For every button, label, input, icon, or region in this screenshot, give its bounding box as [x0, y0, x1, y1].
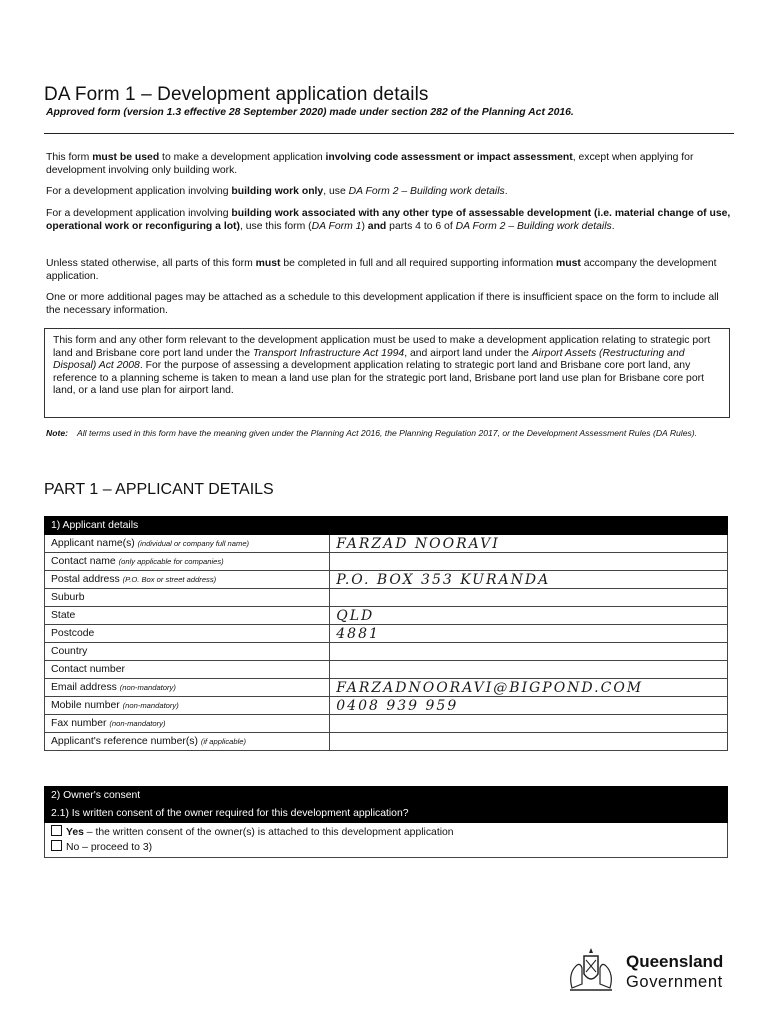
- applicant-field-label: Email address: [51, 682, 117, 693]
- applicant-field-value[interactable]: QLD: [330, 607, 728, 625]
- applicant-field-value[interactable]: [330, 643, 728, 661]
- applicant-field-label-cell: [45, 553, 330, 571]
- applicant-field-label: Fax number: [51, 718, 107, 729]
- applicant-row: [45, 697, 728, 715]
- applicant-field-hint: (if applicable): [200, 737, 247, 746]
- owners-question-row: [45, 805, 728, 823]
- applicant-section-title: 1) Applicant details: [45, 517, 728, 535]
- applicant-field-value[interactable]: FARZADNOORAVI@BIGPOND.COM: [330, 679, 728, 697]
- yes-label: Yes: [66, 827, 84, 838]
- applicant-field-value[interactable]: P.O. BOX 353 KURANDA: [330, 571, 728, 589]
- applicant-field-label-cell: [45, 625, 330, 643]
- applicant-row: [45, 733, 728, 751]
- applicant-field-hint: (non-mandatory): [122, 701, 179, 710]
- applicant-field-label: Country: [51, 646, 88, 657]
- applicant-field-value[interactable]: 0408 939 959: [330, 697, 728, 715]
- yes-checkbox[interactable]: [51, 825, 62, 836]
- coat-of-arms-icon: [562, 944, 620, 994]
- owners-options-row: [45, 823, 728, 858]
- applicant-row: [45, 607, 728, 625]
- intro-paragraph-3: For a development application involving building work associated with any other type of assessable development (i.e. material change of use, operational work or reconfiguring a lot), use this form (DA Form 1) and parts 4 to 6 of DA Form 2 – Building work details.: [46, 208, 731, 232]
- logo-line-1: Queensland: [626, 952, 724, 971]
- option-yes[interactable]: [51, 825, 727, 840]
- applicant-field-value[interactable]: 4881: [330, 625, 728, 643]
- applicant-details-table: [44, 516, 728, 751]
- applicant-field-hint: (only applicable for companies): [118, 557, 224, 566]
- applicant-field-label: State: [51, 610, 76, 621]
- owners-section-title: 2) Owner's consent: [45, 787, 728, 805]
- applicant-field-label-cell: [45, 607, 330, 625]
- form-subtitle: Approved form (version 1.3 effective 28 September 2020) made under section 282 of the Planning Act 2016.: [46, 107, 574, 118]
- applicant-field-label-cell: [45, 571, 330, 589]
- intro-paragraph-5: One or more additional pages may be attached as a schedule to this development application if there is insufficient space on the form to include all the necessary information.: [46, 292, 719, 316]
- applicant-field-label: Applicant name(s): [51, 538, 135, 549]
- applicant-field-label: Contact number: [51, 664, 125, 675]
- applicant-field-hint: (individual or company full name): [137, 539, 250, 548]
- applicant-field-label: Postal address: [51, 574, 120, 585]
- applicant-field-label-cell: [45, 661, 330, 679]
- note-text: All terms used in this form have the meaning given under the Planning Act 2016, the Planning Regulation 2017, or the Development Assessment Rules (DA Rules).: [77, 428, 698, 438]
- applicant-field-label-cell: [45, 589, 330, 607]
- applicant-field-value[interactable]: [330, 553, 728, 571]
- owners-section-header: [45, 787, 728, 805]
- part-1-heading: PART 1 – APPLICANT DETAILS: [44, 481, 274, 498]
- applicant-field-hint: (non-mandatory): [109, 719, 166, 728]
- port-land-notice-box: [44, 328, 730, 418]
- applicant-field-label-cell: [45, 679, 330, 697]
- note-label: Note:: [46, 428, 68, 438]
- applicant-field-label-cell: [45, 643, 330, 661]
- no-label: No – proceed to 3): [66, 842, 153, 853]
- intro-paragraph-1: This form must be used to make a development application involving code assessment or impact assessment, except when applying for development involving only building work.: [46, 152, 694, 176]
- applicant-field-value[interactable]: [330, 715, 728, 733]
- yes-description: – the written consent of the owner(s) is attached to this development application: [83, 827, 454, 838]
- applicant-section-header: [45, 517, 728, 535]
- terms-note: [46, 428, 726, 439]
- intro-paragraph-4: Unless stated otherwise, all parts of this form must be completed in full and all required supporting information must accompany the development application.: [46, 258, 717, 282]
- owners-question: 2.1) Is written consent of the owner required for this development application?: [45, 805, 728, 823]
- intro-paragraph-2: For a development application involving building work only, use DA Form 2 – Building work details.: [46, 186, 508, 197]
- applicant-field-hint: (P.O. Box or street address): [122, 575, 217, 584]
- applicant-row: [45, 715, 728, 733]
- applicant-row: [45, 589, 728, 607]
- applicant-field-label: Mobile number: [51, 700, 120, 711]
- applicant-row: [45, 535, 728, 553]
- applicant-row: [45, 643, 728, 661]
- applicant-field-value[interactable]: [330, 733, 728, 751]
- form-title: DA Form 1 – Development application details: [44, 84, 429, 105]
- applicant-field-hint: (non-mandatory): [119, 683, 176, 692]
- applicant-row: [45, 661, 728, 679]
- applicant-field-label-cell: [45, 535, 330, 553]
- applicant-field-label: Applicant's reference number(s): [51, 736, 198, 747]
- owners-consent-table: [44, 786, 728, 858]
- queensland-government-logo: [562, 944, 732, 994]
- applicant-field-label-cell: [45, 715, 330, 733]
- applicant-field-value[interactable]: [330, 661, 728, 679]
- applicant-field-label: Postcode: [51, 628, 95, 639]
- applicant-field-label: Suburb: [51, 592, 85, 603]
- applicant-row: [45, 679, 728, 697]
- owners-options-cell: [45, 823, 728, 858]
- option-no[interactable]: [51, 840, 727, 855]
- applicant-field-value[interactable]: FARZAD NOORAVI: [330, 535, 728, 553]
- no-checkbox[interactable]: [51, 840, 62, 851]
- logo-line-2: Government: [626, 973, 723, 991]
- applicant-field-label-cell: [45, 697, 330, 715]
- port-land-notice-text: This form and any other form relevant to the development application must be used to make a development application relating to strategic port land and Brisbane core port land under the Transport Infrastructure Act 1994, and airport land under the Airport Assets (Restructuring and Disposal) Act 2008. For the purpose of assessing a development application relating to strategic port land and Brisbane core port land, any reference to a planning scheme is taken to mean a land use plan for the strategic port land, Brisbane port land use plan for Brisbane core port land, or a land use plan for airport land.: [53, 335, 711, 397]
- applicant-field-label: Contact name: [51, 556, 116, 567]
- applicant-row: [45, 553, 728, 571]
- applicant-row: [45, 571, 728, 589]
- applicant-field-label-cell: [45, 733, 330, 751]
- header-divider: [44, 133, 734, 134]
- applicant-field-value[interactable]: [330, 589, 728, 607]
- applicant-row: [45, 625, 728, 643]
